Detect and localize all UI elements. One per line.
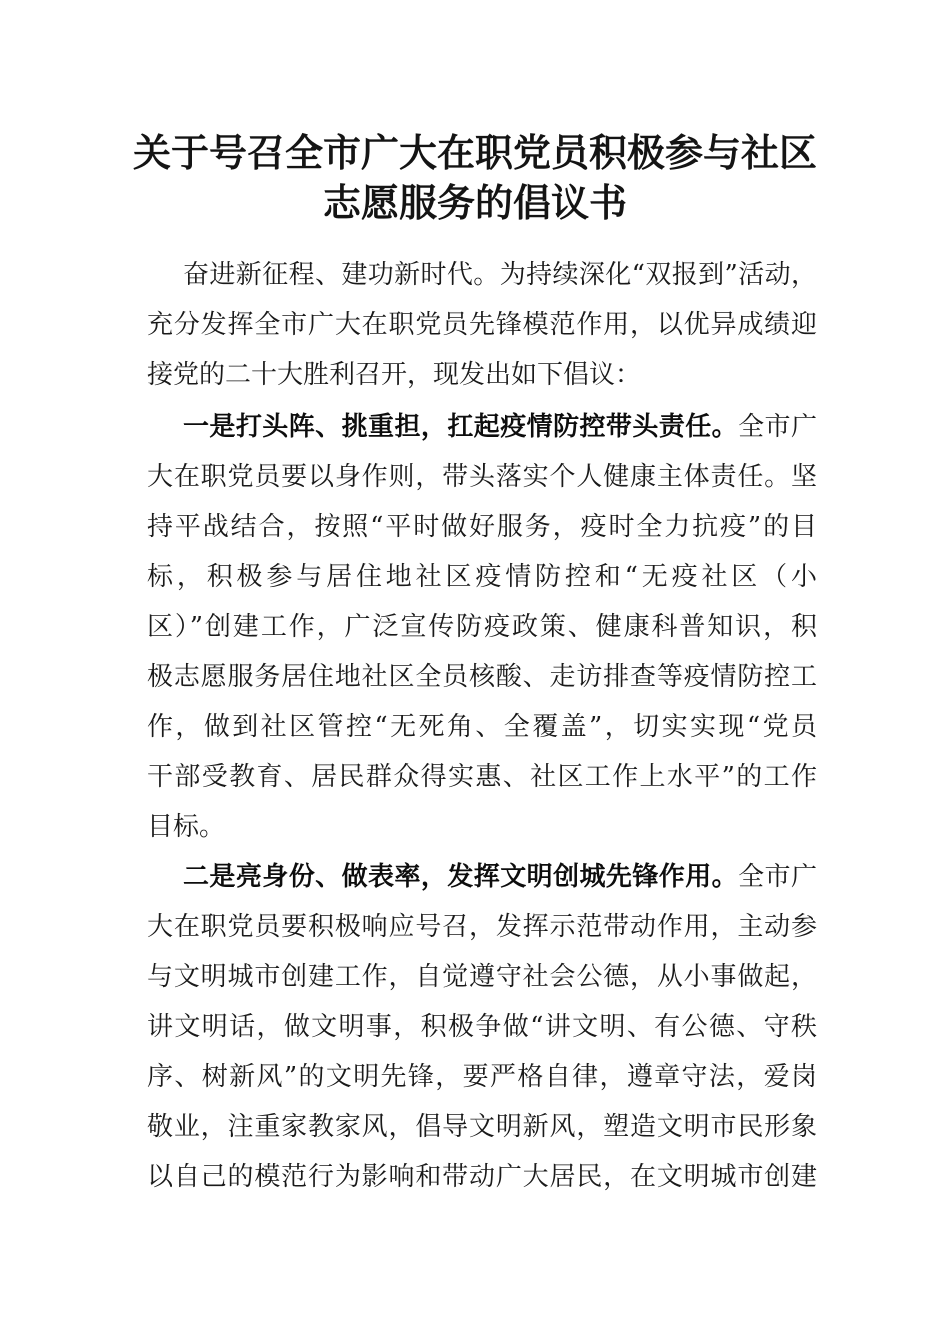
section2-line: 以自己的模范行为影响和带动广大居民，在文明城市创建	[147, 1162, 817, 1192]
section2-line: 讲文明话，做文明事，积极争做“讲文明、有公德、守秩	[147, 1012, 817, 1042]
section2-line: 敬业，注重家教家风，倡导文明新风，塑造文明市民形象	[147, 1112, 817, 1142]
section1-line: 作，做到社区管控“无死角、全覆盖”，切实实现“党员	[147, 712, 817, 742]
section2-first-line	[183, 857, 817, 897]
section1-line: 极志愿服务居住地社区全员核酸、走访排查等疫情防控工	[147, 662, 817, 692]
section1-line: 区）”创建工作，广泛宣传防疫政策、健康科普知识，积	[147, 612, 817, 642]
section2-line: 序、树新风”的文明先锋，要严格自律，遵章守法，爱岗	[147, 1062, 817, 1092]
intro-line: 奋进新征程、建功新时代。为持续深化“双报到”活动，	[183, 260, 817, 290]
section2-first-line-tail: 全市广	[738, 862, 817, 892]
section1-line: 干部受教育、居民群众得实惠、社区工作上水平”的工作	[147, 762, 817, 792]
section2-line: 大在职党员要积极响应号召，发挥示范带动作用，主动参	[147, 912, 817, 942]
section1-first-line-tail: 全市广	[738, 412, 817, 442]
document-title-line-2: 志愿服务的倡议书	[322, 180, 627, 225]
section2-line: 与文明城市创建工作，自觉遵守社会公德，从小事做起，	[147, 962, 817, 992]
section1-heading: 一是打头阵、挑重担，扛起疫情防控带头责任。	[183, 412, 739, 442]
intro-line: 充分发挥全市广大在职党员先锋模范作用，以优异成绩迎	[147, 310, 817, 340]
section1-line: 目标。	[147, 812, 226, 842]
section1-line: 大在职党员要以身作则，带头落实个人健康主体责任。坚	[147, 462, 817, 492]
section2-heading: 二是亮身份、做表率，发挥文明创城先锋作用。	[183, 862, 739, 892]
section1-line: 持平战结合，按照“平时做好服务，疫时全力抗疫”的目	[147, 512, 817, 542]
intro-line: 接党的二十大胜利召开，现发出如下倡议：	[147, 360, 642, 390]
section1-line: 标，积极参与居住地社区疫情防控和“无疫社区（小	[147, 562, 817, 592]
document-title-line-1: 关于号召全市广大在职党员积极参与社区	[132, 130, 817, 175]
section1-first-line	[183, 407, 817, 447]
